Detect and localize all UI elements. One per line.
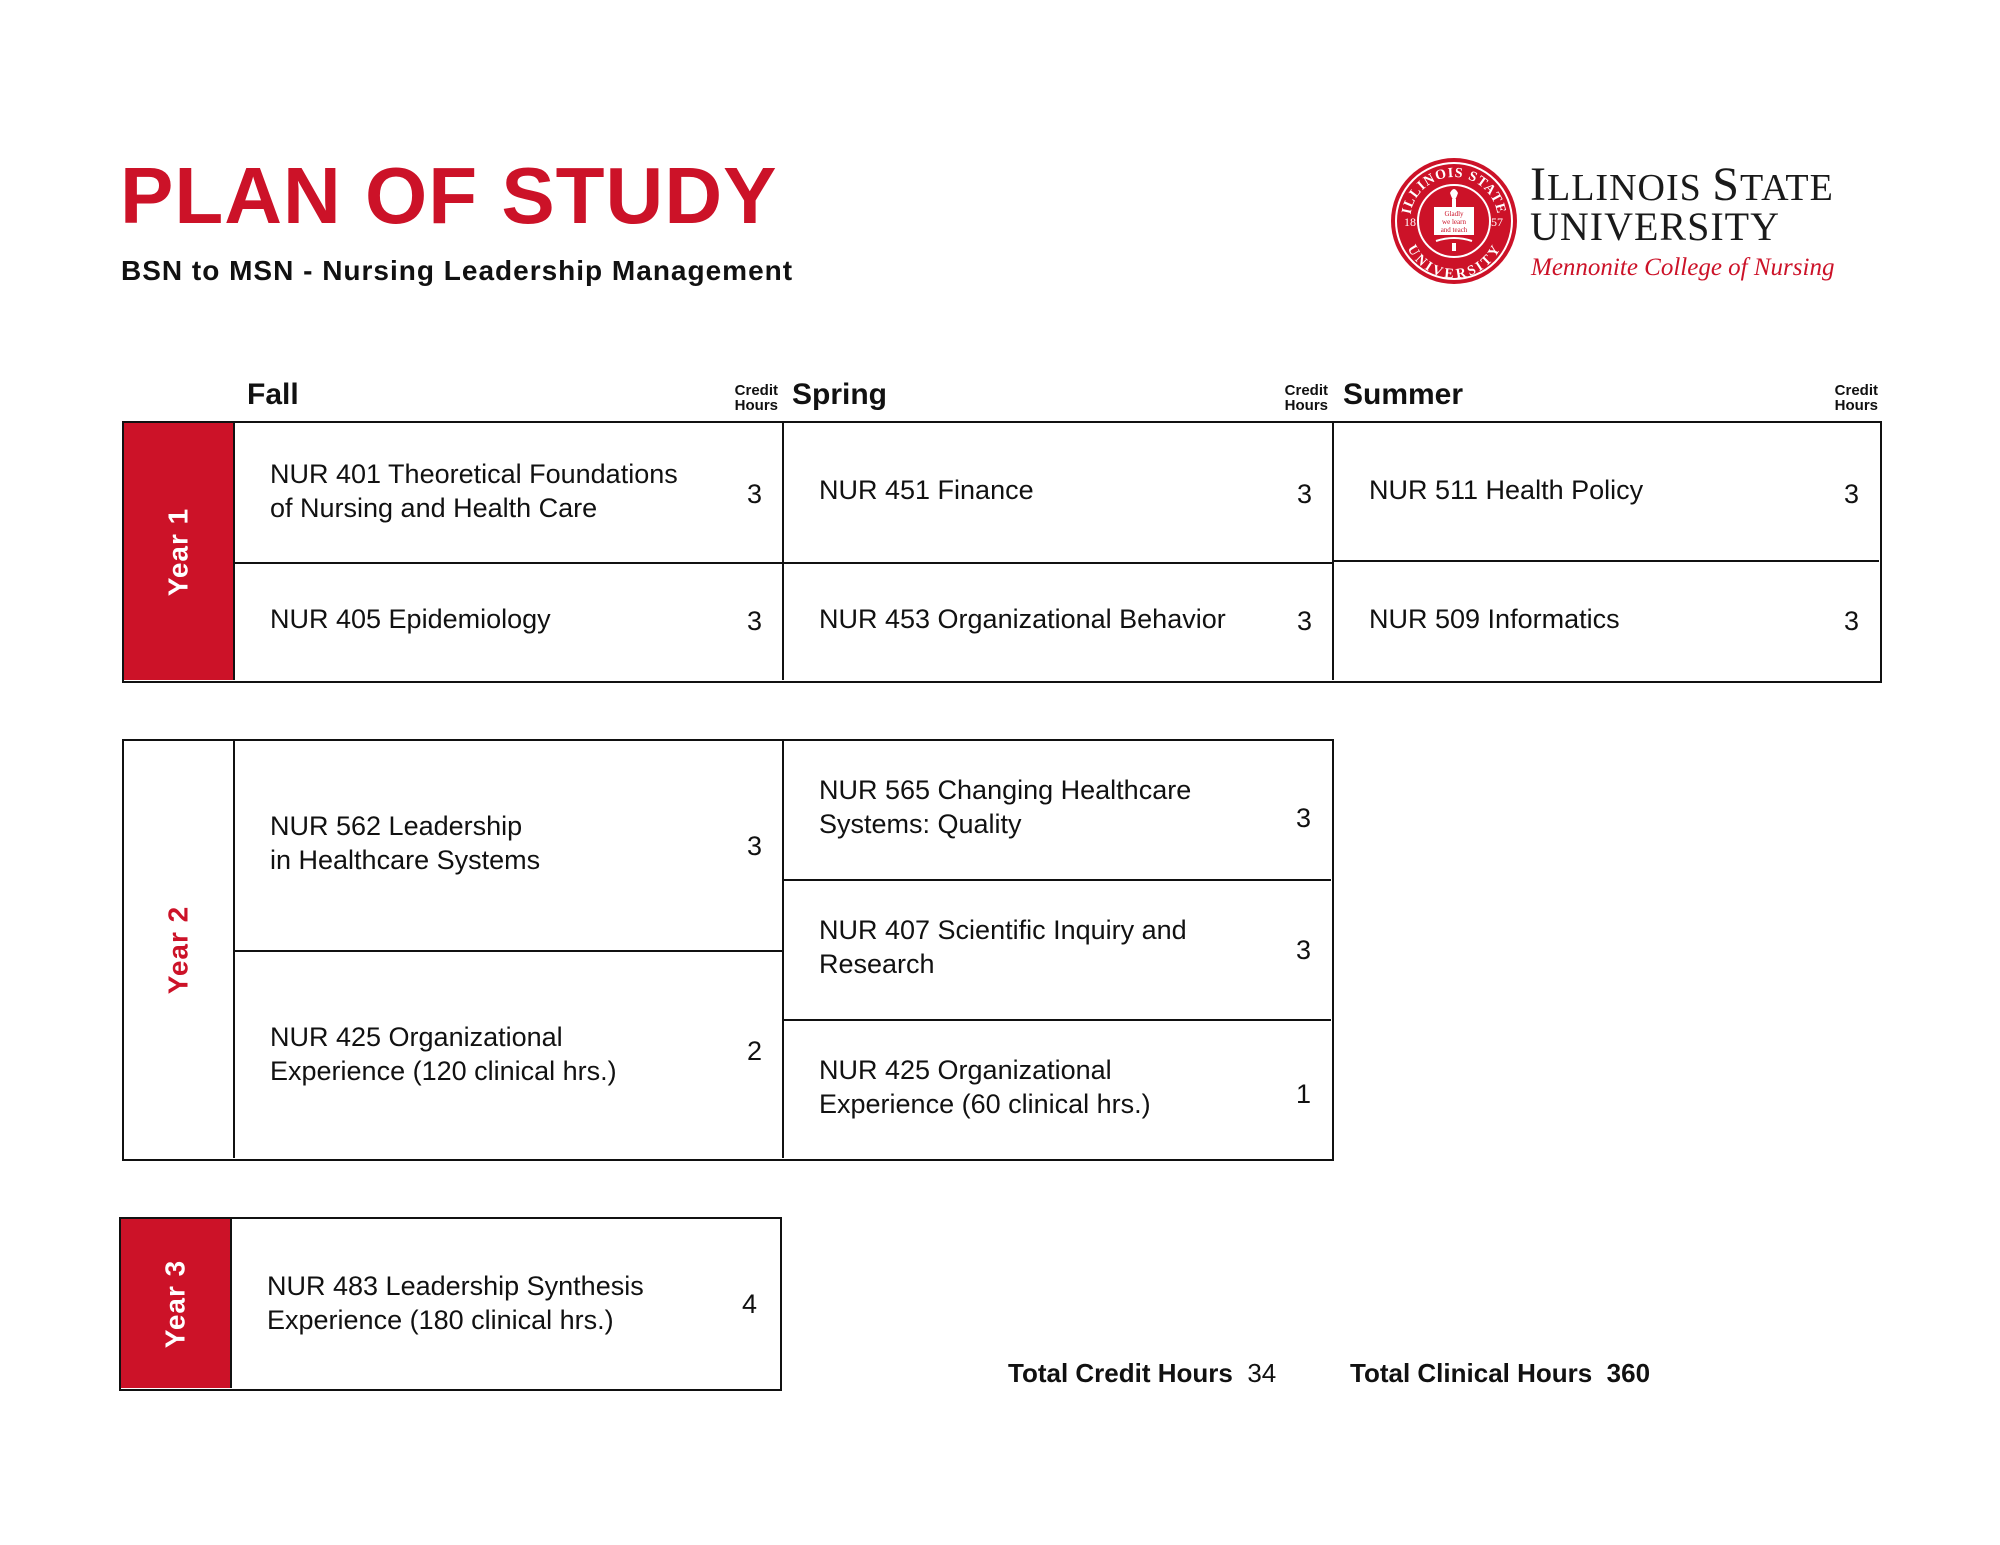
credit-hours: 3 bbox=[1295, 803, 1311, 833]
year-3-table bbox=[119, 1217, 782, 1391]
credit-hours: 3 bbox=[1843, 479, 1859, 509]
svg-text:57: 57 bbox=[1491, 215, 1503, 229]
total-clinical-value: 360 bbox=[1606, 1358, 1651, 1388]
course-name: NUR 425 Organizational Experience (120 clinical hrs.) bbox=[270, 1022, 617, 1086]
course-name: NUR 483 Leadership Synthesis Experience (180 clinical hrs.) bbox=[267, 1271, 644, 1335]
column-header-fall: Fall bbox=[247, 378, 299, 411]
course-cell bbox=[235, 952, 782, 1158]
total-credit-label: Total Credit Hours bbox=[1008, 1358, 1233, 1388]
course-cell bbox=[235, 564, 782, 680]
credit-hours: 3 bbox=[746, 606, 762, 636]
course-cell bbox=[784, 741, 1331, 879]
credit-hours: 3 bbox=[1843, 606, 1859, 636]
course-name: NUR 453 Organizational Behavior bbox=[819, 604, 1226, 634]
course-cell bbox=[235, 423, 782, 562]
credit-hours-label-fall: Credit Hours bbox=[734, 382, 778, 414]
credit-hours-label-spring: Credit Hours bbox=[1284, 382, 1328, 414]
course-name: NUR 509 Informatics bbox=[1369, 604, 1620, 634]
course-cell bbox=[784, 1021, 1331, 1158]
year-label: Year 1 bbox=[162, 507, 194, 596]
year-1-table bbox=[122, 421, 1882, 683]
credit-hours-label-summer: Credit Hours bbox=[1834, 382, 1878, 414]
university-seal-icon bbox=[1390, 157, 1518, 285]
column-header-spring: Spring bbox=[792, 378, 887, 411]
credit-hours: 1 bbox=[1295, 1079, 1311, 1109]
course-cell bbox=[784, 564, 1332, 680]
credit-hours: 3 bbox=[1296, 479, 1312, 509]
total-credit-value: 34 bbox=[1247, 1358, 1277, 1388]
year-2-table bbox=[122, 739, 1334, 1161]
course-name: NUR 562 Leadership in Healthcare Systems bbox=[270, 811, 541, 875]
course-name: NUR 565 Changing Healthcare Systems: Quality bbox=[819, 775, 1192, 839]
course-cell bbox=[1334, 423, 1879, 560]
course-cell bbox=[235, 741, 782, 950]
credit-hours: 3 bbox=[746, 479, 762, 509]
svg-text:we learn: we learn bbox=[1442, 218, 1466, 226]
credit-hours: 3 bbox=[1295, 935, 1311, 965]
total-credit-hours bbox=[1008, 1358, 1276, 1389]
course-name: NUR 407 Scientific Inquiry and Research bbox=[819, 915, 1187, 979]
svg-text:UNIVERSITY: UNIVERSITY bbox=[1404, 242, 1504, 283]
svg-text:Gladly: Gladly bbox=[1444, 210, 1464, 218]
course-name: NUR 451 Finance bbox=[819, 475, 1034, 505]
university-logo bbox=[1390, 155, 1910, 295]
page-subtitle: BSN to MSN - Nursing Leadership Management bbox=[121, 255, 794, 286]
year-3-label-cell bbox=[121, 1219, 232, 1388]
svg-text:ILLINOIS STATE: ILLINOIS STATE bbox=[1399, 165, 1509, 216]
course-cell bbox=[1334, 562, 1879, 680]
credit-hours: 4 bbox=[741, 1289, 757, 1319]
year-label: Year 2 bbox=[162, 905, 194, 994]
course-cell bbox=[784, 423, 1332, 562]
credit-hours: 3 bbox=[1296, 606, 1312, 636]
credit-hours: 2 bbox=[746, 1036, 762, 1066]
college-name: Mennonite College of Nursing bbox=[1531, 254, 1835, 281]
total-clinical-hours bbox=[1350, 1358, 1650, 1389]
course-name: NUR 405 Epidemiology bbox=[270, 604, 551, 634]
course-cell bbox=[232, 1219, 779, 1388]
wordmark-illinois-state: ILLINOIS STATE bbox=[1530, 158, 1834, 211]
year-2-label-cell bbox=[124, 741, 235, 1158]
course-name: NUR 401 Theoretical Foundations of Nursing and Health Care bbox=[270, 459, 678, 523]
wordmark-university: UNIVERSITY bbox=[1530, 204, 1780, 249]
credit-hours: 3 bbox=[746, 831, 762, 861]
svg-text:and teach: and teach bbox=[1440, 226, 1468, 234]
year-1-label-cell bbox=[124, 423, 235, 680]
page-title: PLAN OF STUDY bbox=[120, 151, 778, 240]
course-name: NUR 425 Organizational Experience (60 clinical hrs.) bbox=[819, 1055, 1151, 1119]
course-name: NUR 511 Health Policy bbox=[1369, 475, 1644, 505]
column-header-summer: Summer bbox=[1343, 378, 1464, 411]
total-clinical-label: Total Clinical Hours bbox=[1350, 1358, 1593, 1388]
course-cell bbox=[784, 881, 1331, 1019]
svg-text:18: 18 bbox=[1404, 215, 1416, 229]
year-label: Year 3 bbox=[159, 1259, 191, 1348]
